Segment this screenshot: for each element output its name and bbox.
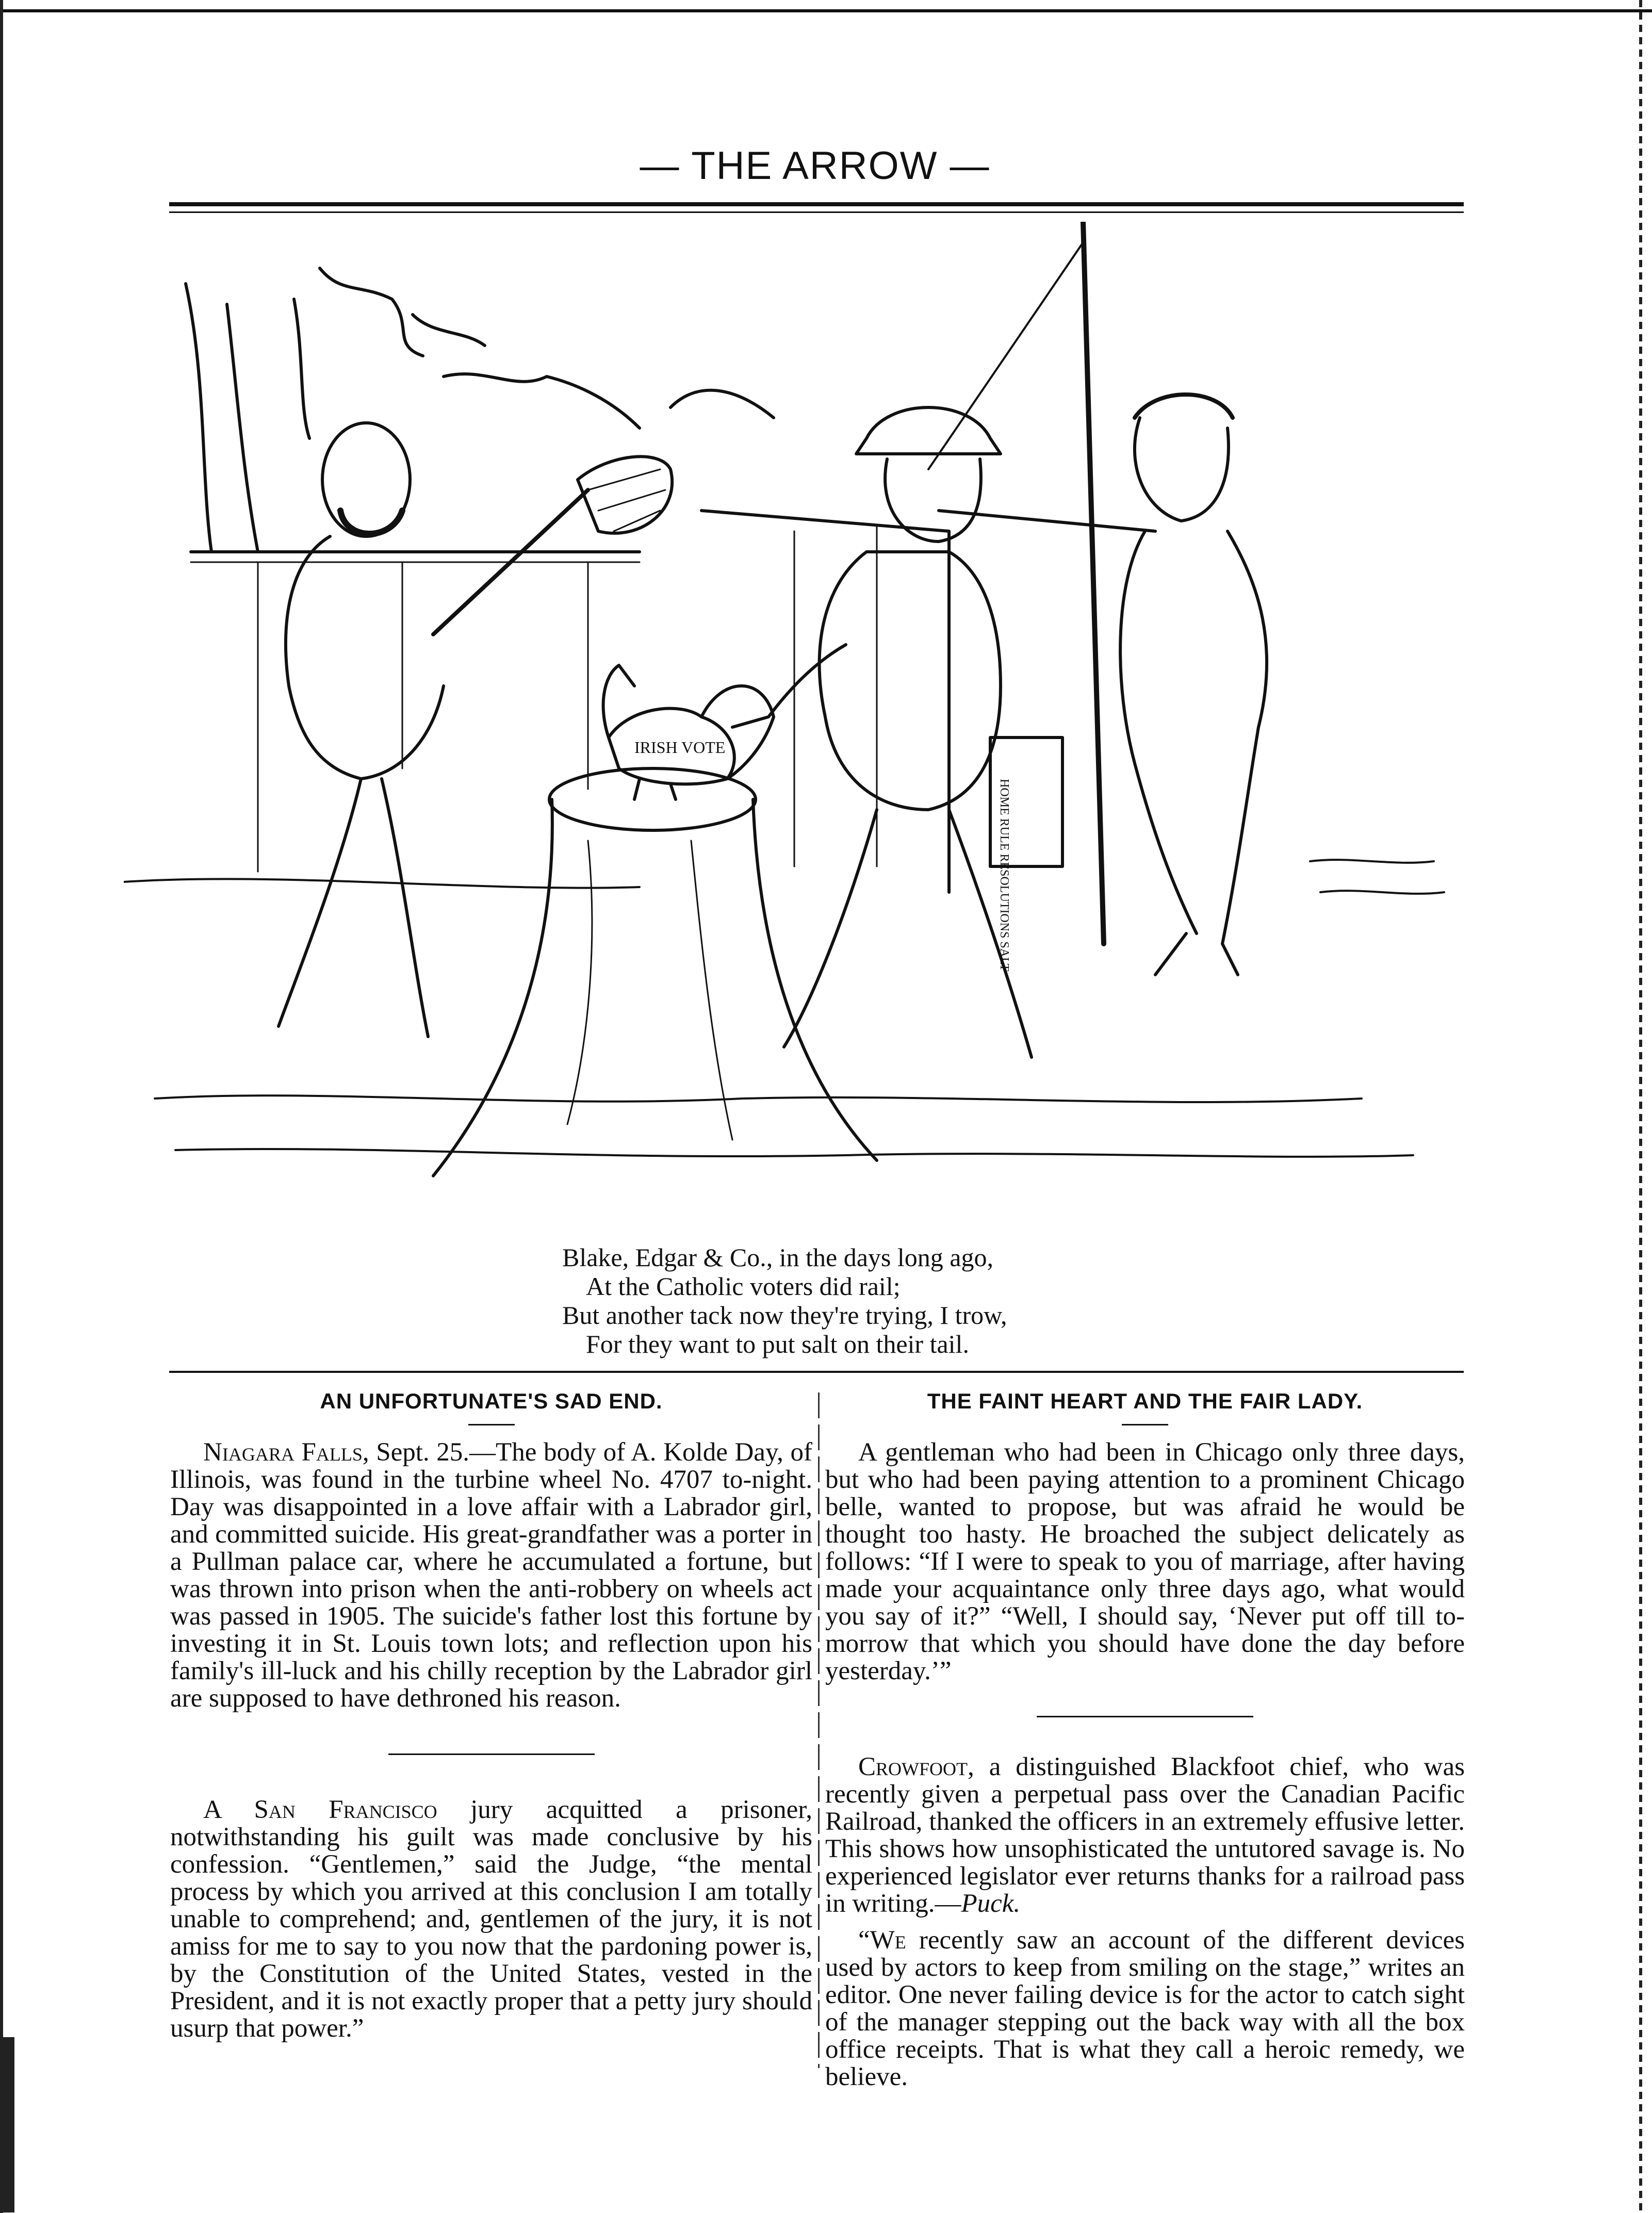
- trees-background: [186, 268, 774, 552]
- column-divider: [818, 1392, 820, 2068]
- caption-line-4: For they want to put salt on their tail.: [586, 1330, 969, 1358]
- tree-stump: [433, 768, 877, 1176]
- page-edge-left: [0, 0, 3, 2213]
- binding-marks: [3, 2037, 14, 2212]
- article-separator: [388, 1753, 595, 1755]
- caption-line-2: At the Catholic voters did rail;: [586, 1272, 901, 1301]
- page-edge-right: [1639, 0, 1642, 2213]
- lead-words: “We: [858, 1926, 906, 1955]
- section-rule: [169, 1371, 1464, 1373]
- article-unfortunates-sad-end: [170, 1439, 812, 1712]
- man-right: [1120, 395, 1267, 975]
- headline-faint-heart: THE FAINT HEART AND THE FAIR LADY.: [927, 1389, 1363, 1413]
- article-crowfoot: [825, 1753, 1465, 1917]
- article-separator: [1037, 1716, 1253, 1717]
- article-faint-heart: A gentleman who had been in Chicago only three days, but who had been paying attention to a prominent Chicago belle, wanted to propose, but was afraid he would be thought too hasty. He broached the subject delicately as follows: “If I were to speak to you of marriage, after having made your acquaintance only three days ago, what would you say of it?” “Well, I should say, ‘Never put off till to-morrow that which you should have done the day before yesterday.’”: [825, 1438, 1465, 1685]
- pail-label: HOME RULE RESOLUTIONS SALT: [997, 779, 1011, 972]
- man-with-pail: [732, 407, 1062, 1057]
- article-body: jury acquitted a prisoner, notwithstanding his guilt was made conclusive by his confession. “Gentlemen,” said the Judge, “the mental process by which you arrived at this conclusion I am totally unable to comprehend; and, gentlemen of the jury, it is not amiss for me to say to you now that the pardoning power is, by the Constitution of the United States, vested in the President, and it is not exactly proper that a petty jury should usurp that power.”: [170, 1795, 812, 2043]
- dateline: Niagara Falls: [203, 1438, 363, 1467]
- rooster-label: IRISH VOTE: [634, 738, 726, 757]
- left-column: [170, 1387, 812, 2042]
- article-smiling-on-stage: [825, 1927, 1465, 2091]
- cartoon-illustration: [124, 222, 1475, 1233]
- article-body: recently saw an account of the different devices used by actors to keep from smiling on the stage,” writes an editor. One never failing device is for the actor to catch sight of the manager stepping out the back way with all the box office receipts. That is what they call a heroic remedy, we believe.: [825, 1926, 1465, 2091]
- right-column: [825, 1387, 1465, 2091]
- masthead-rule: [169, 202, 1464, 206]
- cartoon-caption: [562, 1243, 1181, 1358]
- masthead-rule-thin: [169, 211, 1464, 213]
- article-body: , Sept. 25.—The body of A. Kolde Day, of Illinois, was found in the turbine wheel No. 4707 to-night. Day was disappointed in a love affair with a Labrador girl, and committed suicide. His great-grandfather was a porter in a Pullman palace car, where he accumulated a fortune, but was thrown into prison when the anti-robbery on wheels act was passed in 1905. The suicide's father lost this fortune by investing it in St. Louis town lots; and reflection upon his family's ill-luck and his chilly reception by the Labrador girl are supposed to have dethroned his reason.: [170, 1438, 813, 1713]
- rooster: [603, 665, 774, 799]
- headline-rule: [468, 1424, 515, 1425]
- source-credit: Puck.: [961, 1889, 1021, 1918]
- lead-words: Crowfoot: [858, 1752, 968, 1781]
- page-edge-top: [0, 9, 1652, 12]
- masthead-title: — THE ARROW —: [640, 144, 990, 188]
- article-san-francisco-jury: [170, 1796, 812, 2042]
- caption-line-1: Blake, Edgar & Co., in the days long ago,: [562, 1243, 993, 1272]
- article-body: , a distinguished Blackfoot chief, who was recently given a perpetual pass over the Canadian Pacific Railroad, thanked the officers in an extremely effusive letter. This shows how unsophisticated the untutored savage is. No experienced legislator ever returns thanks for a railroad pass in writing.—: [825, 1752, 1465, 1918]
- headline-unfortunates-sad-end: AN UNFORTUNATE'S SAD END.: [320, 1389, 663, 1413]
- headline-rule: [1122, 1424, 1168, 1425]
- lead-words: A San Francisco: [203, 1795, 437, 1824]
- caption-line-3: But another tack now they're trying, I trow,: [562, 1301, 1007, 1330]
